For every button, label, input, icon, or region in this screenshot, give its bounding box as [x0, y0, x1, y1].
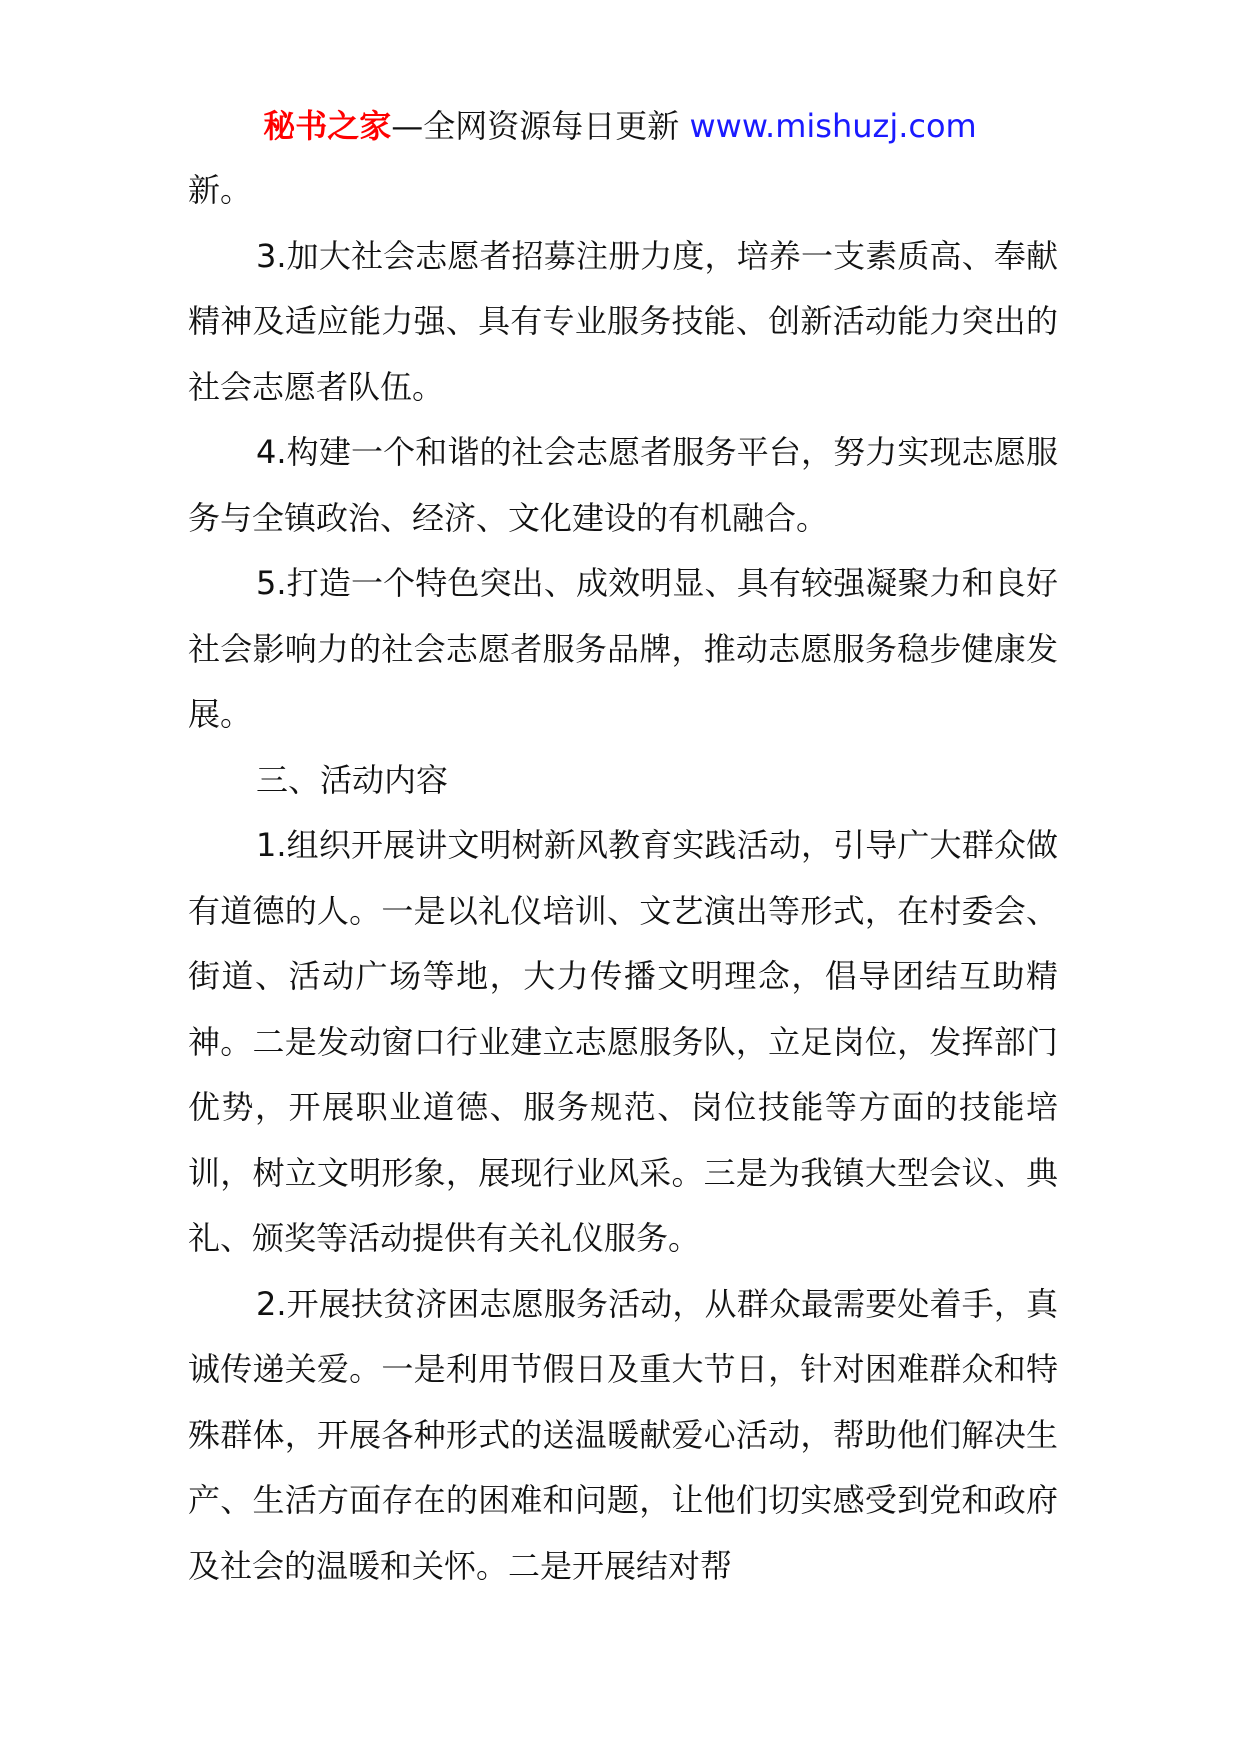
- header-slogan: —全网资源每日更新: [391, 107, 680, 145]
- paragraph-item-4: 4.构建一个和谐的社会志愿者服务平台，努力实现志愿服务与全镇政治、经济、文化建设的有机融合。: [188, 433, 1058, 537]
- paragraph-item-3: 3.加大社会志愿者招募注册力度，培养一支素质高、奉献精神及适应能力强、具有专业服务技能、创新活动能力突出的社会志愿者队伍。: [188, 236, 1058, 406]
- brand-name: 秘书之家: [263, 107, 392, 145]
- section-heading: 三、活动内容: [256, 760, 449, 799]
- page-header: [0, 104, 1240, 148]
- paragraph-activity-2: 2.开展扶贫济困志愿服务活动，从群众最需要处着手，真诚传递关爱。一是利用节假日及重大节日，针对困难群众和特殊群体，开展各种形式的送温暖献爱心活动，帮助他们解决生产、生活方面存在的困难和问题，让他们切实感受到党和政府及社会的温暖和关怀。二是开展结对帮: [188, 1284, 1058, 1585]
- paragraph-activity-1: 1.组织开展讲文明树新风教育实践活动，引导广大群众做有道德的人。一是以礼仪培训、文艺演出等形式，在村委会、街道、活动广场等地，大力传播文明理念，倡导团结互助精神。二是发动窗口行业建立志愿服务队，立足岗位，发挥部门优势，开展职业道德、服务规范、岗位技能等方面的技能培训，树立文明形象，展现行业风采。三是为我镇大型会议、典礼、颁奖等活动提供有关礼仪服务。: [188, 826, 1058, 1257]
- document-body: [188, 158, 1058, 1599]
- header-url[interactable]: www.mishuzj.com: [689, 107, 977, 145]
- paragraph-continuation: 新。: [188, 171, 253, 209]
- paragraph-item-5: 5.打造一个特色突出、成效明显、具有较强凝聚力和良好社会影响力的社会志愿者服务品牌，推动志愿服务稳步健康发展。: [188, 564, 1058, 733]
